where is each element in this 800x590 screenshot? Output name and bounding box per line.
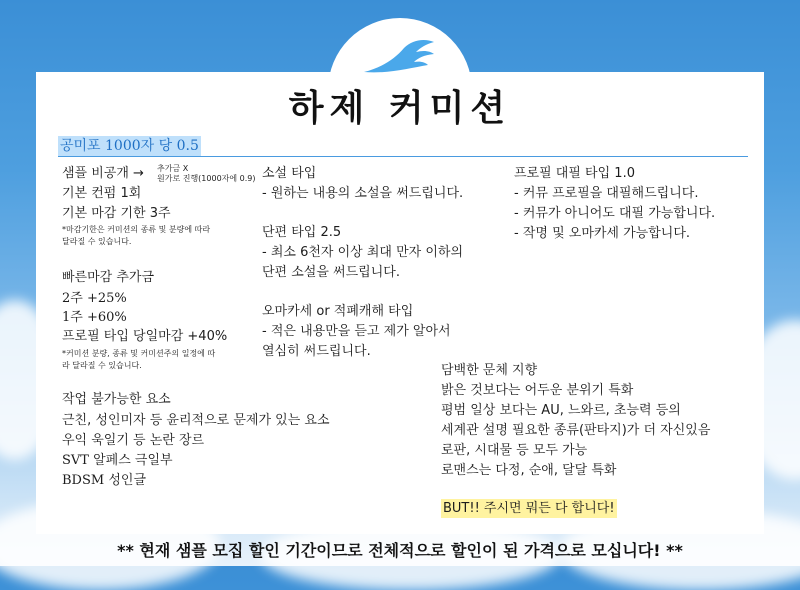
rush-note: 라 달라질 수 있습니다. [62,361,142,370]
style-line: 로맨스는 다정, 순애, 달달 특화 [441,463,617,478]
but-note: BUT!! 주시면 뭐든 다 합니다! [443,501,615,516]
omakase-heading: 오마카세 or 적폐캐해 타입 [262,304,414,319]
novel-desc: - 원하는 내용의 소설을 써드립니다. [262,186,464,201]
rush-note: *커미션 분량, 종류 및 커미션주의 일정에 따 [62,349,216,358]
sample-line: 샘플 비공개 → [62,166,144,181]
deadline-note: *마감기한은 커미션의 종류 및 분량에 따라 [62,225,211,234]
style-line: 밝은 것보다는 어두운 분위기 특화 [441,383,634,398]
profile-heading: 프로필 대필 타입 1.0 [514,166,635,181]
short-desc: - 최소 6천자 이상 최대 만자 이하의 [262,245,464,260]
profile-item: - 커뮤가 아니어도 대필 가능합니다. [514,206,716,221]
sample-note: 원가로 진행(1000자에 0.9) [157,174,256,183]
style-line: 평범 일상 보다는 AU, 느와르, 초능력 등의 [441,403,681,418]
style-line: 세계관 설명 필요한 종류(판타지)가 더 자신있음 [441,423,711,438]
price-heading: 공미포 1000자 당 0.5 [60,138,199,154]
no-item: 우익 욱일기 등 논란 장르 [62,433,205,448]
short-desc: 단편 소설을 써드립니다. [262,265,400,280]
no-heading: 작업 불가능한 요소 [62,392,171,407]
deadline-note: 달라질 수 있습니다. [62,237,132,246]
profile-item: - 작명 및 오마카세 가능합니다. [514,226,691,241]
omakase-desc: 열심히 써드립니다. [262,344,371,359]
rush-heading: 빠른마감 추가금 [62,270,155,285]
basic-revision: 기본 컨펌 1회 [62,186,142,201]
novel-heading: 소설 타입 [262,166,317,181]
no-item: SVT 알페스 극일부 [62,453,173,468]
sample-note: 추가금 X [157,164,189,173]
style-line: 로판, 시대물 등 모두 가능 [441,443,588,458]
omakase-desc: - 적은 내용만을 듣고 제가 알아서 [262,324,451,339]
rush-item: 1주 +60% [62,310,127,325]
rush-item: 프로필 타입 당일마감 +40% [62,329,228,344]
page-title: 하제 커미션 [288,88,512,129]
style-heading: 담백한 문체 지향 [441,363,538,378]
basic-deadline: 기본 마감 기한 3주 [62,206,171,221]
short-heading: 단편 타입 2.5 [262,225,342,240]
no-item: BDSM 성인글 [62,473,146,488]
no-item: 근친, 성인미자 등 윤리적으로 문제가 있는 요소 [62,413,330,428]
rush-item: 2주 +25% [62,291,127,306]
wing-icon [360,38,440,78]
profile-item: - 커뮤 프로필을 대필해드립니다. [514,186,699,201]
footer-note: ** 현재 샘플 모집 할인 기간이므로 전체적으로 할인이 된 가격으로 모십니다! ** [117,541,683,560]
